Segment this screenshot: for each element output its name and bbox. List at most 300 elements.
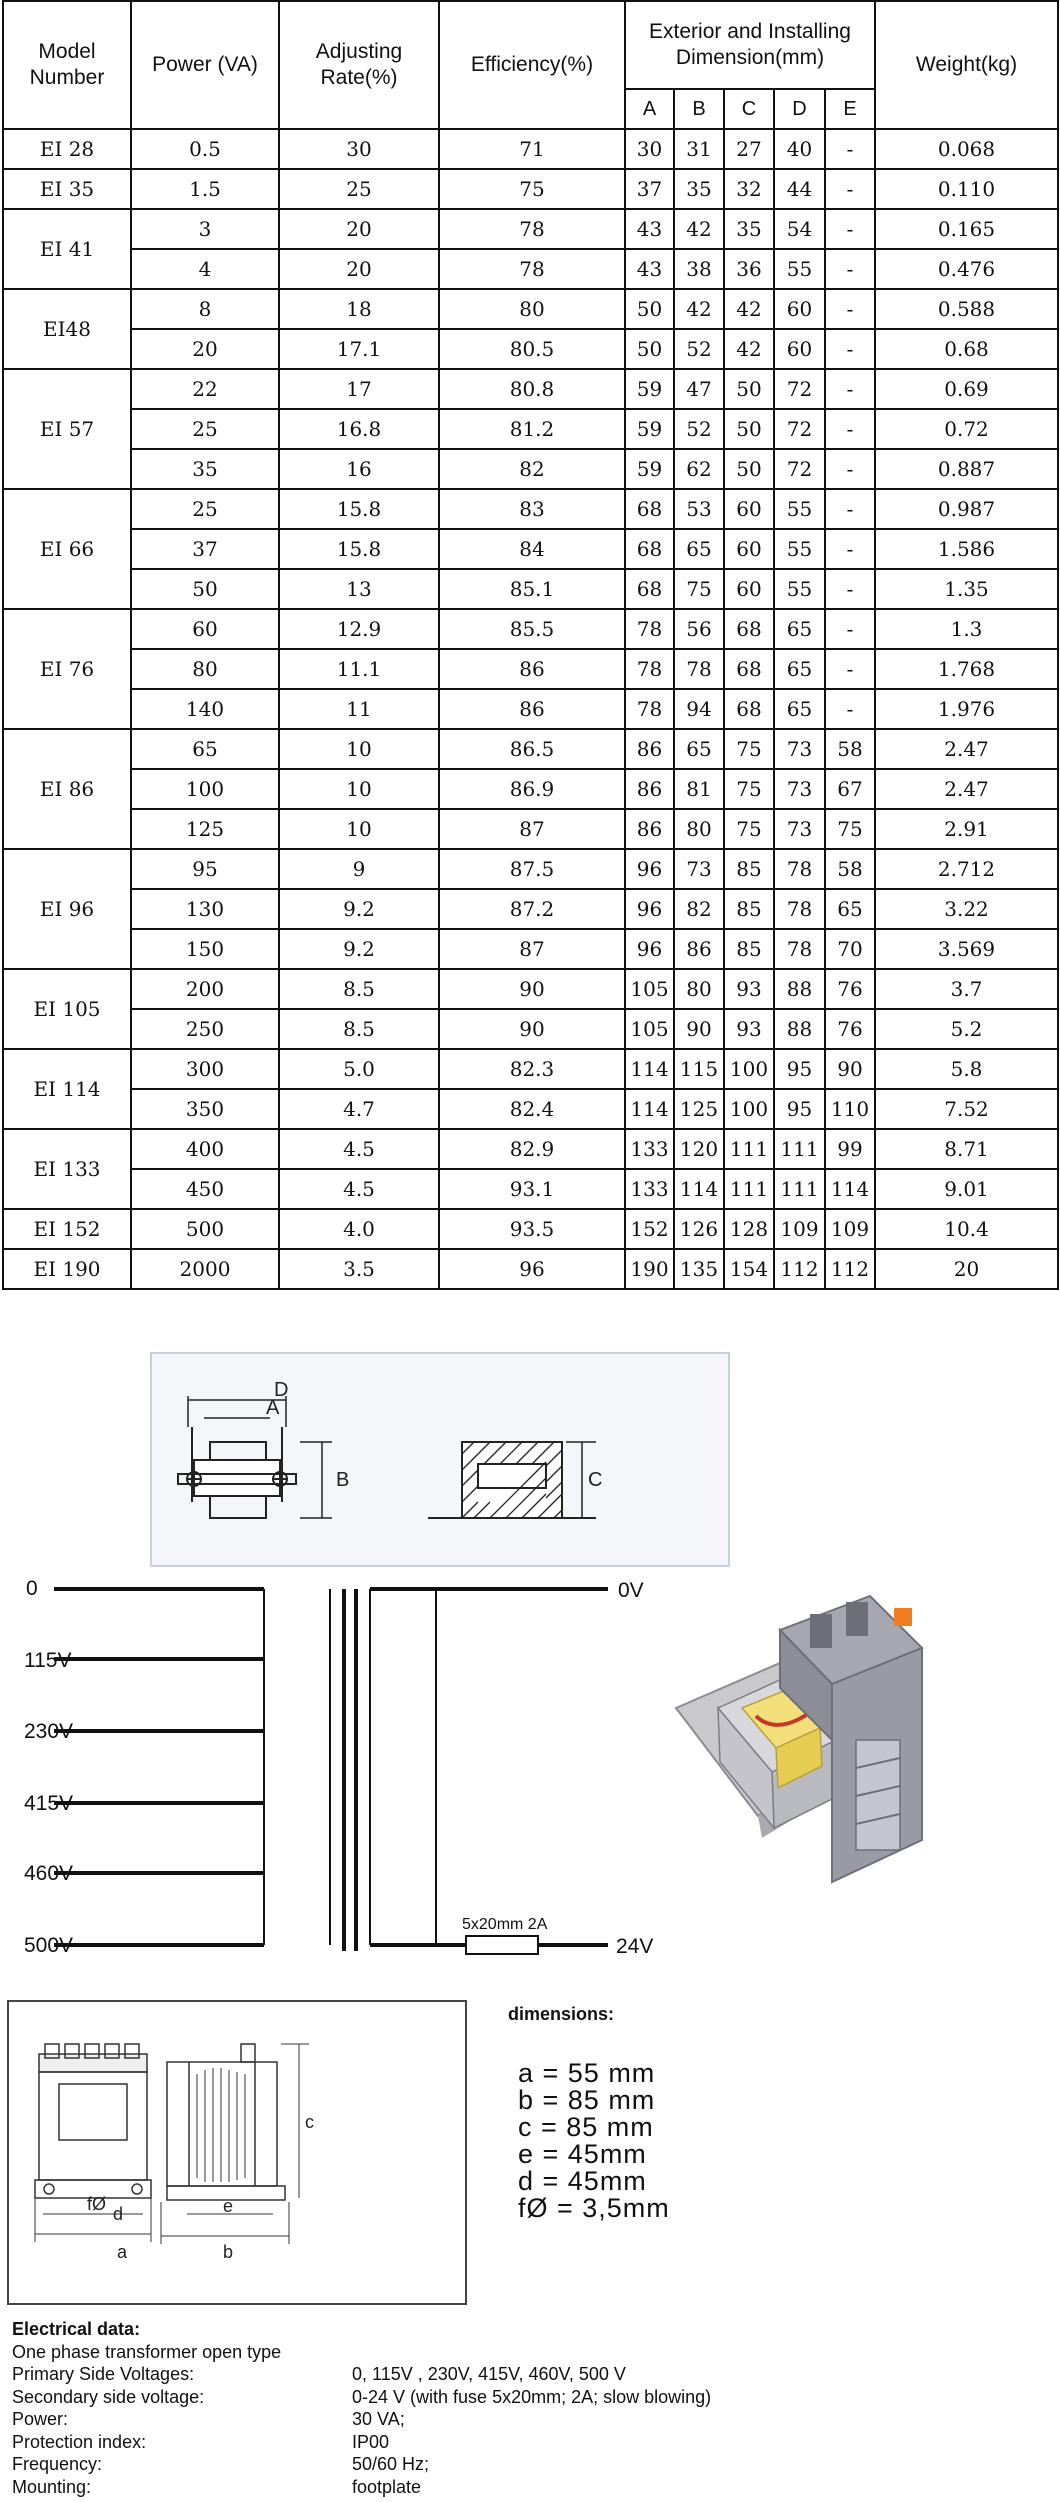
rate-cell: 4.7	[279, 1089, 439, 1129]
dim-b-cell: 47	[674, 369, 724, 409]
sketch-label-c: C	[588, 1469, 603, 1491]
efficiency-cell: 96	[439, 1249, 625, 1289]
dimension-c: c = 85 mm	[518, 2112, 654, 2142]
dim-c-cell: 100	[724, 1089, 774, 1129]
dim-e-cell: 114	[825, 1169, 875, 1209]
rate-cell: 20	[279, 209, 439, 249]
tap-label-460v: 460V	[24, 1862, 74, 1885]
dim-e-cell: 67	[825, 769, 875, 809]
dim-a-cell: 114	[625, 1049, 674, 1089]
rate-cell: 4.5	[279, 1129, 439, 1169]
header-dim-d: D	[774, 89, 825, 129]
header-rate: Adjusting Rate(%)	[279, 1, 439, 129]
header-efficiency: Efficiency(%)	[439, 1, 625, 129]
dim-c-cell: 50	[724, 409, 774, 449]
dim-c-cell: 111	[724, 1169, 774, 1209]
power-cell: 22	[131, 369, 279, 409]
efficiency-cell: 85.1	[439, 569, 625, 609]
dim-d-cell: 65	[774, 689, 825, 729]
dim-a-cell: 68	[625, 489, 674, 529]
rate-cell: 20	[279, 249, 439, 289]
dim-e-cell: -	[825, 689, 875, 729]
electrical-value: 0, 115V , 230V, 415V, 460V, 500 V	[352, 2364, 626, 2384]
dim-d-cell: 111	[774, 1169, 825, 1209]
dim-c-cell: 154	[724, 1249, 774, 1289]
electrical-value: 50/60 Hz;	[352, 2454, 430, 2474]
dim-d-cell: 72	[774, 409, 825, 449]
electrical-key: Frequency:	[12, 2454, 103, 2474]
drawing-label-f: fØ	[87, 2194, 107, 2214]
efficiency-cell: 78	[439, 209, 625, 249]
table-row	[3, 689, 1058, 729]
sketch-label-d: D	[274, 1379, 289, 1401]
dim-c-cell: 68	[724, 649, 774, 689]
rate-cell: 10	[279, 769, 439, 809]
dimension-a: a = 55 mm	[518, 2058, 656, 2088]
power-cell: 400	[131, 1129, 279, 1169]
table-row	[3, 209, 1058, 249]
power-cell: 8	[131, 289, 279, 329]
model-cell: EI48	[3, 289, 131, 369]
power-cell: 0.5	[131, 129, 279, 169]
efficiency-cell: 80.5	[439, 329, 625, 369]
model-cell: EI 86	[3, 729, 131, 849]
dim-b-cell: 135	[674, 1249, 724, 1289]
dim-b-cell: 80	[674, 809, 724, 849]
weight-cell: 0.588	[875, 289, 1058, 329]
fuse-holder	[894, 1608, 912, 1626]
efficiency-cell: 87	[439, 929, 625, 969]
efficiency-cell: 84	[439, 529, 625, 569]
dim-a-cell: 78	[625, 689, 674, 729]
dim-e-cell: -	[825, 569, 875, 609]
dim-d-cell: 44	[774, 169, 825, 209]
dim-d-cell: 55	[774, 249, 825, 289]
primary-winding	[54, 1589, 330, 1945]
sketch-label-a: A	[266, 1397, 280, 1419]
electrical-row	[12, 2453, 1052, 2476]
table-row	[3, 769, 1058, 809]
table-row	[3, 369, 1058, 409]
dim-e-cell: 99	[825, 1129, 875, 1169]
drawing-label-b: b	[223, 2242, 234, 2262]
weight-cell: 5.8	[875, 1049, 1058, 1089]
dim-c-cell: 75	[724, 729, 774, 769]
efficiency-cell: 82.4	[439, 1089, 625, 1129]
dim-b-cell: 52	[674, 409, 724, 449]
drawing-label-d: d	[113, 2204, 124, 2224]
dim-a-cell: 133	[625, 1169, 674, 1209]
dim-d-cell: 72	[774, 449, 825, 489]
dim-d-cell: 55	[774, 569, 825, 609]
dimension-e: e = 45mm	[518, 2139, 647, 2169]
power-cell: 100	[131, 769, 279, 809]
electrical-value: 0-24 V (with fuse 5x20mm; 2A; slow blowing)	[352, 2386, 712, 2407]
efficiency-cell: 78	[439, 249, 625, 289]
dim-b-cell: 114	[674, 1169, 724, 1209]
model-cell: EI 76	[3, 609, 131, 729]
weight-cell: 0.476	[875, 249, 1058, 289]
dimension-d: d = 45mm	[518, 2166, 647, 2196]
dim-a-cell: 78	[625, 649, 674, 689]
dim-e-cell: 65	[825, 889, 875, 929]
tap-label-230v: 230V	[24, 1720, 74, 1743]
dim-a-cell: 59	[625, 449, 674, 489]
dim-b-cell: 52	[674, 329, 724, 369]
table-row	[3, 849, 1058, 889]
table-row	[3, 169, 1058, 209]
model-cell: EI 96	[3, 849, 131, 969]
efficiency-cell: 93.5	[439, 1209, 625, 1249]
weight-cell: 0.068	[875, 129, 1058, 169]
rate-cell: 30	[279, 129, 439, 169]
table-row	[3, 929, 1058, 969]
rate-cell: 8.5	[279, 1009, 439, 1049]
weight-cell: 0.72	[875, 409, 1058, 449]
efficiency-cell: 87.2	[439, 889, 625, 929]
table-body	[3, 129, 1058, 1289]
dim-d-cell: 88	[774, 1009, 825, 1049]
side-drawing	[161, 2044, 309, 2244]
rate-cell: 18	[279, 289, 439, 329]
dim-e-cell: 110	[825, 1089, 875, 1129]
dim-c-cell: 93	[724, 1009, 774, 1049]
electrical-row	[12, 2476, 1052, 2499]
dim-b-cell: 73	[674, 849, 724, 889]
header-dim-b: B	[674, 89, 724, 129]
dim-d-cell: 78	[774, 849, 825, 889]
dim-c-cell: 35	[724, 209, 774, 249]
dim-b-cell: 126	[674, 1209, 724, 1249]
model-cell: EI 114	[3, 1049, 131, 1129]
dim-c-cell: 27	[724, 129, 774, 169]
weight-cell: 7.52	[875, 1089, 1058, 1129]
weight-cell: 3.569	[875, 929, 1058, 969]
dim-d-cell: 65	[774, 649, 825, 689]
model-cell: EI 57	[3, 369, 131, 489]
electrical-key: Power:	[12, 2409, 69, 2429]
power-cell: 65	[131, 729, 279, 769]
electrical-value: footplate	[352, 2476, 422, 2497]
dim-d-cell: 55	[774, 489, 825, 529]
power-cell: 450	[131, 1169, 279, 1209]
spec-table	[2, 0, 1059, 1290]
power-cell: 1.5	[131, 169, 279, 209]
power-cell: 130	[131, 889, 279, 929]
power-cell: 25	[131, 489, 279, 529]
electrical-title: Electrical data:	[12, 2319, 141, 2339]
secondary-winding	[370, 1589, 608, 1954]
rate-cell: 8.5	[279, 969, 439, 1009]
weight-cell: 10.4	[875, 1209, 1058, 1249]
electrical-key: Mounting:	[12, 2476, 92, 2497]
dim-c-cell: 32	[724, 169, 774, 209]
weight-cell: 1.586	[875, 529, 1058, 569]
dim-e-cell: -	[825, 489, 875, 529]
product-photo	[660, 1590, 960, 1910]
rate-cell: 10	[279, 729, 439, 769]
dim-a-cell: 86	[625, 729, 674, 769]
efficiency-cell: 85.5	[439, 609, 625, 649]
table-row	[3, 889, 1058, 929]
power-cell: 150	[131, 929, 279, 969]
power-cell: 140	[131, 689, 279, 729]
dim-b-cell: 53	[674, 489, 724, 529]
dim-a-cell: 50	[625, 289, 674, 329]
dim-c-cell: 60	[724, 569, 774, 609]
transformer-core	[344, 1589, 356, 1951]
dim-d-cell: 72	[774, 369, 825, 409]
dim-a-cell: 96	[625, 889, 674, 929]
dim-e-cell: 90	[825, 1049, 875, 1089]
dim-b-cell: 35	[674, 169, 724, 209]
dim-c-cell: 68	[724, 609, 774, 649]
wiring-diagram	[0, 1575, 660, 1985]
dim-c-cell: 85	[724, 849, 774, 889]
weight-cell: 0.69	[875, 369, 1058, 409]
rate-cell: 17	[279, 369, 439, 409]
table-row	[3, 409, 1058, 449]
dim-d-cell: 60	[774, 289, 825, 329]
power-cell: 250	[131, 1009, 279, 1049]
electrical-key: Protection index:	[12, 2431, 147, 2452]
power-cell: 35	[131, 449, 279, 489]
dim-c-cell: 68	[724, 689, 774, 729]
rate-cell: 9.2	[279, 889, 439, 929]
dim-c-cell: 85	[724, 929, 774, 969]
table-row	[3, 969, 1058, 1009]
dim-a-cell: 59	[625, 409, 674, 449]
rate-cell: 16	[279, 449, 439, 489]
weight-cell: 0.68	[875, 329, 1058, 369]
dim-b-cell: 56	[674, 609, 724, 649]
dim-e-cell: -	[825, 369, 875, 409]
dim-c-cell: 42	[724, 289, 774, 329]
efficiency-cell: 80.8	[439, 369, 625, 409]
table-header	[3, 1, 1058, 129]
table-row	[3, 729, 1058, 769]
dim-d-cell: 54	[774, 209, 825, 249]
electrical-key: Primary Side Voltages:	[12, 2364, 195, 2384]
rate-cell: 3.5	[279, 1249, 439, 1289]
dim-e-cell: -	[825, 329, 875, 369]
table-row	[3, 529, 1058, 569]
power-cell: 37	[131, 529, 279, 569]
dim-e-cell: 75	[825, 809, 875, 849]
model-cell: EI 28	[3, 129, 131, 169]
dim-e-cell: -	[825, 289, 875, 329]
dim-a-cell: 68	[625, 569, 674, 609]
dim-a-cell: 68	[625, 529, 674, 569]
dim-c-cell: 60	[724, 489, 774, 529]
dim-b-cell: 82	[674, 889, 724, 929]
dim-a-cell: 78	[625, 609, 674, 649]
table-row	[3, 809, 1058, 849]
rate-cell: 25	[279, 169, 439, 209]
tap-label-500v: 500V	[24, 1934, 74, 1957]
table-row	[3, 449, 1058, 489]
dim-a-cell: 30	[625, 129, 674, 169]
power-cell: 350	[131, 1089, 279, 1129]
weight-cell: 0.165	[875, 209, 1058, 249]
tap-label-0: 0	[26, 1577, 38, 1600]
efficiency-cell: 82.9	[439, 1129, 625, 1169]
dim-c-cell: 100	[724, 1049, 774, 1089]
secondary-label-24v: 24V	[616, 1935, 654, 1958]
weight-cell: 2.47	[875, 769, 1058, 809]
power-cell: 300	[131, 1049, 279, 1089]
dim-b-cell: 42	[674, 289, 724, 329]
table-row	[3, 329, 1058, 369]
dim-d-cell: 95	[774, 1089, 825, 1129]
tap-label-415v: 415V	[24, 1792, 74, 1815]
efficiency-cell: 87	[439, 809, 625, 849]
header-power: Power (VA)	[131, 1, 279, 129]
dim-c-cell: 85	[724, 889, 774, 929]
rate-cell: 15.8	[279, 529, 439, 569]
weight-cell: 2.712	[875, 849, 1058, 889]
dim-e-cell: 76	[825, 969, 875, 1009]
dim-d-cell: 73	[774, 809, 825, 849]
dim-b-cell: 65	[674, 729, 724, 769]
model-cell: EI 105	[3, 969, 131, 1049]
dim-a-cell: 133	[625, 1129, 674, 1169]
table-row	[3, 1249, 1058, 1289]
table-row	[3, 129, 1058, 169]
dim-d-cell: 73	[774, 729, 825, 769]
table-row	[3, 1009, 1058, 1049]
weight-cell: 2.91	[875, 809, 1058, 849]
weight-cell: 0.887	[875, 449, 1058, 489]
power-cell: 500	[131, 1209, 279, 1249]
dim-d-cell: 112	[774, 1249, 825, 1289]
dim-a-cell: 114	[625, 1089, 674, 1129]
electrical-row	[12, 2363, 1052, 2386]
model-cell: EI 41	[3, 209, 131, 289]
efficiency-cell: 86.9	[439, 769, 625, 809]
efficiency-cell: 82.3	[439, 1049, 625, 1089]
weight-cell: 3.22	[875, 889, 1058, 929]
power-cell: 20	[131, 329, 279, 369]
dim-c-cell: 36	[724, 249, 774, 289]
dim-b-cell: 78	[674, 649, 724, 689]
electrical-row	[12, 2431, 1052, 2454]
model-cell: EI 133	[3, 1129, 131, 1209]
dim-a-cell: 86	[625, 809, 674, 849]
dim-e-cell: 58	[825, 849, 875, 889]
table-row	[3, 609, 1058, 649]
dim-e-cell: -	[825, 649, 875, 689]
table-row	[3, 649, 1058, 689]
efficiency-cell: 86	[439, 649, 625, 689]
dim-d-cell: 111	[774, 1129, 825, 1169]
header-dim-c: C	[724, 89, 774, 129]
rate-cell: 9.2	[279, 929, 439, 969]
dim-a-cell: 37	[625, 169, 674, 209]
dim-e-cell: 58	[825, 729, 875, 769]
rate-cell: 10	[279, 809, 439, 849]
power-cell: 3	[131, 209, 279, 249]
dim-c-cell: 93	[724, 969, 774, 1009]
power-cell: 4	[131, 249, 279, 289]
power-cell: 25	[131, 409, 279, 449]
dim-e-cell: 76	[825, 1009, 875, 1049]
dimensions-list	[518, 2060, 670, 2222]
dim-c-cell: 128	[724, 1209, 774, 1249]
power-cell: 200	[131, 969, 279, 1009]
dim-a-cell: 190	[625, 1249, 674, 1289]
dim-b-cell: 115	[674, 1049, 724, 1089]
efficiency-cell: 90	[439, 1009, 625, 1049]
dimension-sketch	[150, 1352, 730, 1567]
weight-cell: 1.3	[875, 609, 1058, 649]
dim-c-cell: 42	[724, 329, 774, 369]
dim-a-cell: 96	[625, 929, 674, 969]
model-cell: EI 35	[3, 169, 131, 209]
dim-d-cell: 95	[774, 1049, 825, 1089]
efficiency-cell: 90	[439, 969, 625, 1009]
weight-cell: 3.7	[875, 969, 1058, 1009]
model-cell: EI 152	[3, 1209, 131, 1249]
table-row	[3, 489, 1058, 529]
power-cell: 95	[131, 849, 279, 889]
dim-d-cell: 88	[774, 969, 825, 1009]
table-row	[3, 1169, 1058, 1209]
table-row	[3, 569, 1058, 609]
dim-b-cell: 31	[674, 129, 724, 169]
dim-b-cell: 75	[674, 569, 724, 609]
power-cell: 60	[131, 609, 279, 649]
dim-e-cell: -	[825, 409, 875, 449]
rate-cell: 5.0	[279, 1049, 439, 1089]
dim-b-cell: 125	[674, 1089, 724, 1129]
rate-cell: 11.1	[279, 649, 439, 689]
dim-c-cell: 75	[724, 769, 774, 809]
rate-cell: 12.9	[279, 609, 439, 649]
dim-a-cell: 105	[625, 969, 674, 1009]
fuse-symbol	[466, 1936, 538, 1954]
table-row	[3, 1089, 1058, 1129]
dim-b-cell: 80	[674, 969, 724, 1009]
power-cell: 50	[131, 569, 279, 609]
model-cell: EI 190	[3, 1249, 131, 1289]
weight-cell: 8.71	[875, 1129, 1058, 1169]
efficiency-cell: 87.5	[439, 849, 625, 889]
drawing-label-a: a	[117, 2242, 128, 2262]
dim-b-cell: 38	[674, 249, 724, 289]
rate-cell: 15.8	[279, 489, 439, 529]
dim-a-cell: 86	[625, 769, 674, 809]
dim-e-cell: -	[825, 249, 875, 289]
dim-b-cell: 81	[674, 769, 724, 809]
power-cell: 80	[131, 649, 279, 689]
rate-cell: 11	[279, 689, 439, 729]
dim-a-cell: 59	[625, 369, 674, 409]
dim-c-cell: 75	[724, 809, 774, 849]
dim-c-cell: 50	[724, 449, 774, 489]
rate-cell: 16.8	[279, 409, 439, 449]
secondary-label-0v: 0V	[618, 1579, 644, 1602]
dim-c-cell: 111	[724, 1129, 774, 1169]
power-cell: 2000	[131, 1249, 279, 1289]
weight-cell: 1.768	[875, 649, 1058, 689]
efficiency-cell: 82	[439, 449, 625, 489]
table-row	[3, 249, 1058, 289]
tap-label-115v: 115V	[24, 1649, 72, 1672]
dim-d-cell: 55	[774, 529, 825, 569]
dimension-b: b = 85 mm	[518, 2085, 656, 2115]
efficiency-cell: 71	[439, 129, 625, 169]
